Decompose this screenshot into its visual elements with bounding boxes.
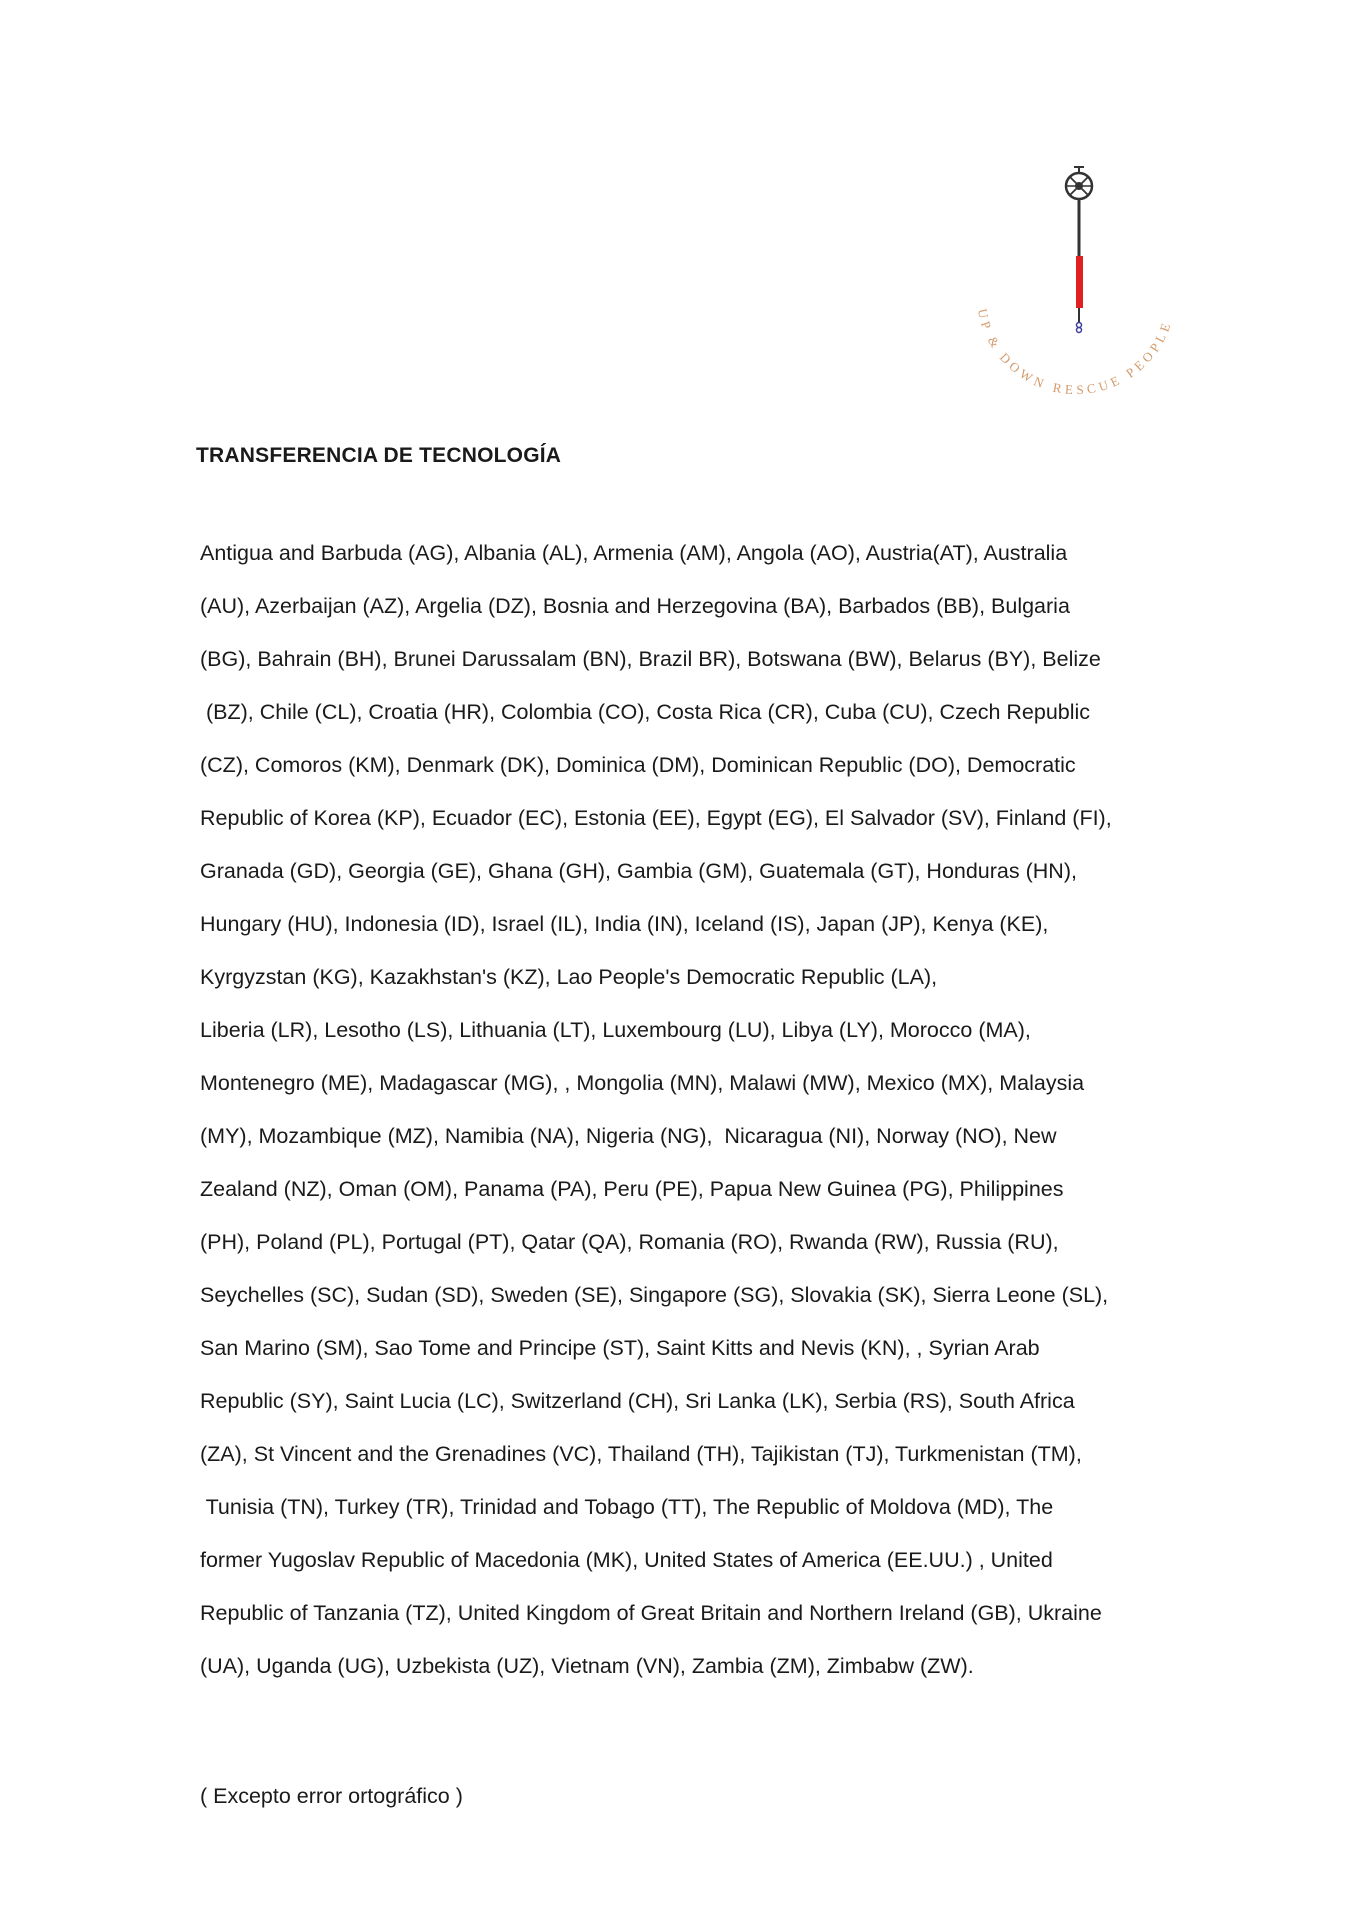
country-line: (CZ), Comoros (KM), Denmark (DK), Dominica (DM), Dominican Republic (DO), Democratic — [200, 753, 1076, 777]
country-line: (PH), Poland (PL), Portugal (PT), Qatar (QA), Romania (RO), Rwanda (RW), Russia (RU), — [200, 1230, 1059, 1254]
logo-text: UP & DOWN RESCUE PEOPLE — [974, 307, 1175, 398]
country-line: Granada (GD), Georgia (GE), Ghana (GH), Gambia (GM), Guatemala (GT), Honduras (HN), — [200, 859, 1077, 883]
country-line: Republic of Korea (KP), Ecuador (EC), Estonia (EE), Egypt (EG), El Salvador (SV), Finland (FI), — [200, 806, 1112, 830]
country-line: San Marino (SM), Sao Tome and Principe (ST), Saint Kitts and Nevis (KN), , Syrian Arab — [200, 1336, 1040, 1360]
country-line: Republic of Tanzania (TZ), United Kingdom of Great Britain and Northern Ireland (GB), Ukraine — [200, 1601, 1102, 1625]
country-line: (BG), Bahrain (BH), Brunei Darussalam (BN), Brazil BR), Botswana (BW), Belarus (BY), Belize — [200, 647, 1101, 671]
country-line: (BZ), Chile (CL), Croatia (HR), Colombia (CO), Costa Rica (CR), Cuba (CU), Czech Republic — [200, 700, 1091, 724]
country-line: Kyrgyzstan (KG), Kazakhstan's (KZ), Lao People's Democratic Republic (LA), — [200, 965, 938, 989]
country-line: Hungary (HU), Indonesia (ID), Israel (IL), India (IN), Iceland (IS), Japan (JP), Kenya (KE), — [200, 912, 1049, 936]
footnote: ( Excepto error ortográfico ) — [200, 1784, 463, 1808]
logo — [960, 160, 1190, 410]
country-line: (AU), Azerbaijan (AZ), Argelia (DZ), Bosnia and Herzegovina (BA), Barbados (BB), Bulgaria — [200, 594, 1070, 618]
wheel-icon — [1066, 167, 1092, 199]
red-rod — [1076, 256, 1083, 308]
country-line: (ZA), St Vincent and the Grenadines (VC), Thailand (TH), Tajikistan (TJ), Turkmenistan (TM), — [200, 1442, 1082, 1466]
logo-graphic — [960, 160, 1190, 410]
country-line: (MY), Mozambique (MZ), Namibia (NA), Nigeria (NG), Nicaragua (NI), Norway (NO), New — [200, 1124, 1057, 1148]
country-line: Republic (SY), Saint Lucia (LC), Switzerland (CH), Sri Lanka (LK), Serbia (RS), South Africa — [200, 1389, 1075, 1413]
country-line: Antigua and Barbuda (AG), Albania (AL), Armenia (AM), Angola (AO), Austria(AT), Australia — [200, 541, 1068, 565]
country-line: Zealand (NZ), Oman (OM), Panama (PA), Peru (PE), Papua New Guinea (PG), Philippines — [200, 1177, 1064, 1201]
country-line: Tunisia (TN), Turkey (TR), Trinidad and Tobago (TT), The Republic of Moldova (MD), The — [200, 1495, 1054, 1519]
country-line: Liberia (LR), Lesotho (LS), Lithuania (LT), Luxembourg (LU), Libya (LY), Morocco (MA), — [200, 1018, 1031, 1042]
country-line: (UA), Uganda (UG), Uzbekista (UZ), Vietnam (VN), Zambia (ZM), Zimbabw (ZW). — [200, 1654, 974, 1678]
country-line: Seychelles (SC), Sudan (SD), Sweden (SE), Singapore (SG), Slovakia (SK), Sierra Leone (SL), — [200, 1283, 1109, 1307]
country-line: Montenegro (ME), Madagascar (MG), , Mongolia (MN), Malawi (MW), Mexico (MX), Malaysia — [200, 1071, 1085, 1095]
country-line: former Yugoslav Republic of Macedonia (MK), United States of America (EE.UU.) , United — [200, 1548, 1053, 1572]
page-title: TRANSFERENCIA DE TECNOLOGÍA — [196, 444, 562, 467]
country-list — [200, 527, 1190, 1693]
